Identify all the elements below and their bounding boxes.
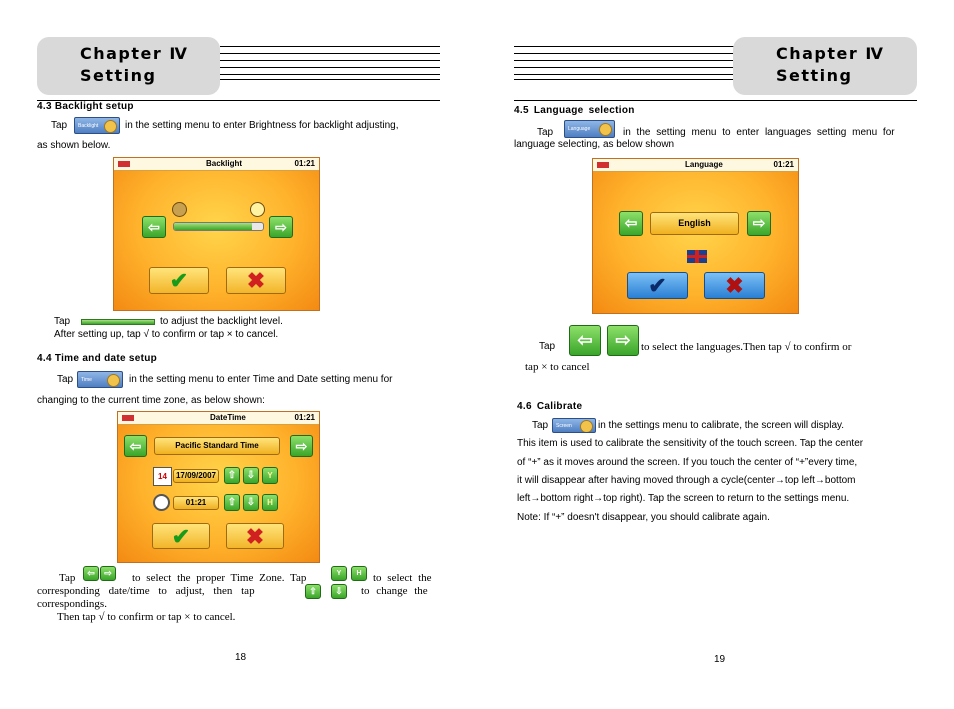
clock-icon — [107, 374, 120, 387]
text: This item is used to calibrate the sensitivity of the touch screen. Tap the center — [517, 438, 864, 449]
bulb-icon — [104, 120, 117, 133]
calendar-icon — [153, 467, 172, 486]
time-zone-field — [154, 437, 280, 455]
text: Tap — [537, 127, 554, 138]
calendar-day: 14 — [158, 472, 167, 481]
language-left-button[interactable]: ⇦ — [619, 211, 643, 236]
bulb-bright-icon — [250, 202, 265, 217]
date-down-button[interactable]: ⇩ — [243, 467, 259, 484]
date-field — [173, 469, 219, 483]
down-arrow-icon: ⇩ — [331, 584, 347, 599]
text: Tap — [532, 420, 549, 431]
backlight-screen — [113, 157, 320, 311]
uk-flag-icon — [687, 250, 707, 263]
datetime-screen — [117, 411, 320, 563]
text: correspondings. — [37, 598, 107, 610]
chapter-header-left — [37, 37, 220, 95]
text: left→bottom right→top right). Tap the screen to return to the settings menu. — [517, 493, 850, 504]
text: After setting up, tap √ to confirm or tap × to cancel. — [54, 329, 279, 340]
text: in the setting menu to enter Time and Date setting menu for — [129, 374, 393, 385]
language-menu-icon — [564, 120, 615, 138]
year-button[interactable] — [262, 467, 278, 484]
brightness-bar-icon — [81, 319, 155, 325]
text: Tap — [539, 341, 556, 352]
bulb-dim-icon — [172, 202, 187, 217]
up-arrow-icon: ⇧ — [305, 584, 321, 599]
text: it will disappear after having moved through a cycle(center→top left→bottom — [517, 475, 856, 486]
screen-title: DateTime — [210, 413, 246, 422]
text: Tap — [57, 374, 74, 385]
hour-button[interactable] — [262, 494, 278, 511]
time-up-button[interactable]: ⇧ — [224, 494, 240, 511]
confirm-button[interactable] — [149, 267, 209, 294]
clock-face-icon — [153, 494, 170, 511]
divider — [514, 100, 917, 101]
left-arrow-icon: ⇦ — [83, 566, 99, 581]
text: corresponding date/time to adjust, then tap — [37, 585, 255, 597]
cross-icon: ✖ — [245, 524, 265, 549]
chip-label: Screen — [556, 423, 572, 429]
hour-icon-label: H — [356, 570, 362, 577]
text: language selecting, as below shown — [514, 139, 675, 150]
battery-icon — [122, 415, 134, 421]
chip-label: Backlight — [78, 123, 99, 129]
text: as shown below. — [37, 140, 111, 151]
hour-icon — [351, 566, 367, 581]
cancel-button[interactable] — [226, 267, 286, 294]
text: to adjust the backlight level. — [160, 316, 283, 327]
confirm-button[interactable] — [627, 272, 688, 299]
header-lines-right — [514, 46, 734, 80]
check-icon: ✔ — [171, 524, 191, 549]
text: in the setting menu to enter Brightness for backlight adjusting, — [125, 120, 399, 131]
text: Tap — [59, 572, 76, 584]
section-heading: 4.5 Language selection — [514, 105, 635, 116]
page-number: 18 — [235, 652, 247, 663]
screen-menu-icon — [552, 418, 596, 433]
chapter-title: Setting — [80, 66, 157, 85]
text: Tap — [54, 316, 71, 327]
battery-icon — [597, 162, 609, 168]
time-value: 01:21 — [185, 498, 207, 507]
date-up-button[interactable]: ⇧ — [224, 467, 240, 484]
text: in the setting menu to enter languages setting menu for — [623, 127, 895, 138]
status-bar — [118, 412, 319, 425]
screen-title: Backlight — [206, 159, 243, 168]
chapter-title: Setting — [776, 66, 853, 85]
hour-label: H — [267, 498, 273, 507]
zone-right-button[interactable]: ⇨ — [290, 435, 313, 457]
language-value: English — [678, 218, 711, 228]
left-arrow-button[interactable]: ⇦ — [142, 216, 166, 238]
right-arrow-icon: ⇨ — [100, 566, 116, 581]
screen-title: Language — [685, 160, 723, 169]
check-icon: ✔ — [169, 268, 189, 293]
section-heading: 4.4 Time and date setup — [37, 353, 158, 364]
chip-label: Language — [568, 126, 591, 132]
time-down-button[interactable]: ⇩ — [243, 494, 259, 511]
cancel-button[interactable] — [704, 272, 765, 299]
language-field — [650, 212, 739, 235]
section-heading: 4.6 Calibrate — [517, 401, 583, 412]
text: in the settings menu to calibrate, the screen will display. — [598, 420, 845, 431]
language-screen — [592, 158, 799, 314]
text: Note: If “+” doesn't disappear, you should calibrate again. — [517, 512, 770, 523]
year-label: Y — [267, 471, 273, 480]
chapter-label: Chapter Ⅳ — [80, 44, 189, 63]
header-lines-left — [220, 46, 440, 80]
cross-icon: ✖ — [246, 268, 266, 293]
hand-icon — [580, 420, 593, 433]
time-field — [173, 496, 219, 510]
text: tap × to cancel — [525, 361, 590, 373]
confirm-button[interactable] — [152, 523, 210, 549]
check-icon: ✔ — [648, 273, 667, 298]
text: Then tap √ to confirm or tap × to cancel. — [57, 611, 236, 623]
chapter-header-right — [733, 37, 917, 95]
time-zone-value: Pacific Standard Time — [175, 441, 259, 450]
section-heading: 4.3 Backlight setup — [37, 101, 134, 112]
clock: 01:21 — [773, 160, 794, 169]
status-bar — [593, 159, 798, 172]
text: to select the languages.Then tap √ to confirm or — [641, 341, 852, 353]
year-icon — [331, 566, 347, 581]
right-arrow-icon: ⇨ — [607, 325, 639, 356]
backlight-menu-icon — [74, 117, 120, 134]
text: to select the proper Time Zone. Tap — [132, 572, 307, 584]
text: changing to the current time zone, as below shown: — [37, 395, 265, 406]
clock: 01:21 — [294, 413, 315, 422]
clock: 01:21 — [294, 159, 315, 168]
time-menu-icon — [77, 371, 123, 388]
text: Tap — [51, 120, 68, 131]
text: to change the — [361, 585, 428, 597]
language-right-button[interactable]: ⇨ — [747, 211, 771, 236]
brightness-fill — [174, 223, 252, 230]
text: to select the — [373, 572, 432, 584]
text: of “+” as it moves around the screen. If you touch the center of “+”every time, — [517, 457, 858, 468]
date-value: 17/09/2007 — [175, 471, 217, 480]
cancel-button[interactable] — [226, 523, 284, 549]
page-number: 19 — [714, 654, 726, 665]
cross-icon: ✖ — [725, 273, 744, 298]
chip-label: Time — [81, 377, 92, 383]
battery-icon — [118, 161, 130, 167]
year-icon-label: Y — [336, 570, 342, 577]
zone-left-button[interactable]: ⇦ — [124, 435, 147, 457]
chapter-label: Chapter Ⅳ — [776, 44, 885, 63]
brightness-track[interactable] — [173, 222, 264, 231]
globe-icon — [599, 123, 612, 136]
status-bar — [114, 158, 319, 171]
left-arrow-icon: ⇦ — [569, 325, 601, 356]
right-arrow-button[interactable]: ⇨ — [269, 216, 293, 238]
